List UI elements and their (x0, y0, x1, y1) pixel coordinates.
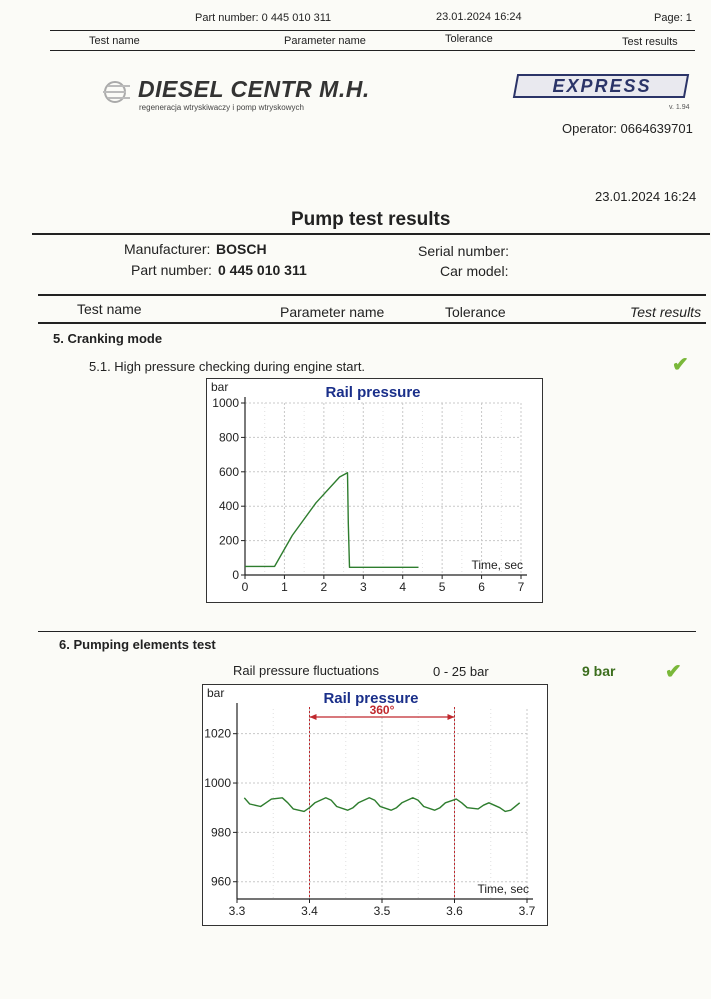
marker-label: 360° (369, 703, 395, 717)
section5-title: 5. Cranking mode (53, 331, 163, 346)
header-col-test-name: Test name (89, 35, 140, 47)
x-tick-label: 3.5 (373, 904, 391, 918)
header-datetime: 23.01.2024 16:24 (436, 11, 522, 23)
header-col-parameter: Parameter name (284, 35, 366, 47)
version-label: v. 1.94 (669, 104, 690, 111)
y-tick-label: 1000 (212, 396, 239, 410)
x-tick-label: 3.7 (518, 904, 536, 918)
header-col-tolerance: Tolerance (445, 33, 493, 45)
section6-param: Rail pressure fluctuations (233, 663, 379, 678)
col-test-results: Test results (630, 304, 702, 320)
chart-pumping (202, 684, 548, 926)
header-part-number: Part number: 0 445 010 311 (195, 12, 332, 24)
x-tick-label: 3 (359, 580, 367, 594)
y-axis-label: bar (207, 686, 225, 700)
chart-cranking-svg (207, 379, 542, 602)
col-test-name: Test name (77, 301, 142, 317)
section-divider (38, 631, 696, 632)
col-tolerance: Tolerance (445, 304, 506, 320)
x-tick-label: 4 (399, 580, 407, 594)
check-icon: ✔ (665, 661, 682, 683)
y-tick-label: 1020 (204, 726, 231, 741)
header-page: Page: 1 (654, 12, 692, 24)
serial-number-label: Serial number: (418, 243, 510, 259)
x-tick-label: 3.6 (446, 904, 463, 918)
express-logo-text: EXPRESS (552, 76, 652, 96)
x-tick-label: 3.4 (301, 904, 318, 918)
x-axis-label: Time, sec (477, 882, 529, 896)
express-logo (512, 73, 692, 99)
report-title: Pump test results (291, 209, 451, 230)
part-number-label: Part number: (131, 262, 212, 278)
section6-title: 6. Pumping elements test (59, 637, 216, 652)
chart-cranking (206, 378, 543, 603)
section5-item: 5.1. High pressure checking during engine start. (89, 359, 366, 374)
col-parameter-name: Parameter name (280, 304, 385, 320)
x-tick-label: 5 (438, 580, 446, 594)
y-tick-label: 600 (218, 464, 239, 479)
columns-bottom-divider (38, 322, 706, 324)
manufacturer-label: Manufacturer: (124, 241, 211, 257)
x-axis-label: Time, sec (471, 558, 523, 572)
section6-tolerance: 0 - 25 bar (433, 664, 489, 679)
series-line (245, 473, 419, 568)
company-tagline: regeneracja wtryskiwaczy i pomp wtryskowych (139, 103, 304, 112)
header-divider-bottom (50, 50, 695, 51)
y-tick-label: 960 (210, 874, 231, 889)
y-tick-label: 400 (218, 499, 239, 514)
car-model-label: Car model: (440, 263, 509, 279)
y-tick-label: 1000 (204, 776, 231, 791)
company-logo-text: DIESEL CENTR M.H. (138, 76, 370, 102)
marker-arrow-left (310, 714, 317, 720)
part-number-value: 0 445 010 311 (218, 262, 307, 278)
chart-pumping-svg (203, 685, 547, 925)
x-tick-label: 7 (517, 580, 525, 594)
x-tick-label: 3.3 (228, 904, 246, 918)
diesel-centr-logo-icon (100, 80, 134, 104)
x-tick-label: 0 (241, 580, 249, 594)
manufacturer-value: BOSCH (216, 241, 267, 257)
x-tick-label: 2 (320, 580, 328, 594)
header-divider (50, 30, 695, 31)
check-icon: ✔ (672, 354, 689, 376)
title-divider (32, 233, 710, 235)
chart-title: Rail pressure (325, 384, 421, 401)
operator-label: Operator: 0664639701 (562, 121, 693, 136)
header-col-test-results: Test results (622, 36, 678, 48)
x-tick-label: 1 (281, 580, 288, 594)
chart-title: Rail pressure (323, 690, 419, 707)
x-tick-label: 6 (478, 580, 485, 594)
section6-result: 9 bar (582, 663, 616, 679)
marker-arrow-right (448, 714, 455, 720)
y-tick-label: 200 (218, 533, 239, 548)
report-datetime: 23.01.2024 16:24 (595, 189, 697, 204)
columns-top-divider (38, 294, 706, 296)
y-tick-label: 800 (218, 430, 239, 445)
y-tick-label: 980 (210, 825, 231, 840)
y-tick-label: 0 (232, 568, 239, 582)
y-axis-label: bar (211, 380, 229, 394)
